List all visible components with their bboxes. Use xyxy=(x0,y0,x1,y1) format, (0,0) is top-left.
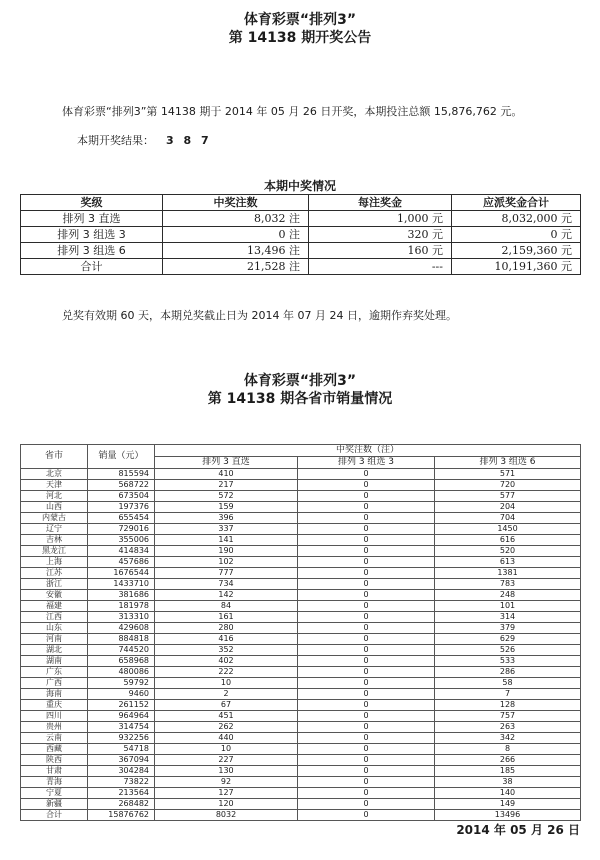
province-cell: 广西 xyxy=(21,678,88,689)
zhixuan-count-cell: 222 xyxy=(155,667,298,678)
zhixuan-count-cell: 410 xyxy=(155,469,298,480)
prize-total-cell: 2,159,360 元 xyxy=(452,243,581,259)
zuxuan3-count-cell: 0 xyxy=(298,557,435,568)
zuxuan3-count-cell: 0 xyxy=(298,535,435,546)
sales-table-row xyxy=(21,480,581,491)
province-cell: 云南 xyxy=(21,733,88,744)
zuxuan6-count-cell: 571 xyxy=(435,469,581,480)
province-cell: 浙江 xyxy=(21,579,88,590)
zuxuan3-count-cell: 0 xyxy=(298,513,435,524)
sales-amount-cell: 313310 xyxy=(88,612,155,623)
province-cell: 湖南 xyxy=(21,656,88,667)
sales-amount-cell: 568722 xyxy=(88,480,155,491)
sales-amount-cell: 729016 xyxy=(88,524,155,535)
zuxuan6-count-cell: 629 xyxy=(435,634,581,645)
zhixuan-count-cell: 337 xyxy=(155,524,298,535)
zuxuan3-count-cell: 0 xyxy=(298,579,435,590)
prize-table-caption: 本期中奖情况 xyxy=(263,179,336,193)
sales-table-row xyxy=(21,491,581,502)
zhixuan-count-cell: 451 xyxy=(155,711,298,722)
zuxuan3-count-cell: 0 xyxy=(298,700,435,711)
zuxuan6-count-cell: 577 xyxy=(435,491,581,502)
zuxuan6-count-cell: 58 xyxy=(435,678,581,689)
zuxuan6-count-cell: 185 xyxy=(435,766,581,777)
zuxuan3-count-cell: 0 xyxy=(298,755,435,766)
sales-amount-cell: 1676544 xyxy=(88,568,155,579)
zuxuan3-count-cell: 0 xyxy=(298,524,435,535)
sales-amount-cell: 457686 xyxy=(88,557,155,568)
zhixuan-count-cell: 159 xyxy=(155,502,298,513)
zuxuan6-count-cell: 1450 xyxy=(435,524,581,535)
sales-table-row xyxy=(21,689,581,700)
zuxuan6-count-cell: 266 xyxy=(435,755,581,766)
zhixuan-count-cell: 127 xyxy=(155,788,298,799)
province-cell: 甘肃 xyxy=(21,766,88,777)
sales-table-row xyxy=(21,634,581,645)
announcement-title-line1: 体育彩票“排列3” xyxy=(243,12,357,28)
sales-amount-cell: 59792 xyxy=(88,678,155,689)
sales-table-row xyxy=(21,722,581,733)
sales-section-title-line2: 第 14138 期各省市销量情况 xyxy=(207,391,393,407)
province-cell: 上海 xyxy=(21,557,88,568)
province-cell: 重庆 xyxy=(21,700,88,711)
prize-header-count: 中奖注数 xyxy=(163,195,309,211)
province-cell: 河北 xyxy=(21,491,88,502)
announcement-date: 2014 年 05 月 26 日 xyxy=(456,823,580,837)
sales-amount-cell: 744520 xyxy=(88,645,155,656)
sales-table-row xyxy=(21,667,581,678)
announcement-title xyxy=(0,11,600,47)
prize-count-cell: 0 注 xyxy=(163,227,309,243)
sales-amount-cell: 429608 xyxy=(88,623,155,634)
sales-amount-cell: 655454 xyxy=(88,513,155,524)
sales-table-row xyxy=(21,535,581,546)
zuxuan3-count-cell: 0 xyxy=(298,711,435,722)
zhixuan-count-cell: 92 xyxy=(155,777,298,788)
zuxuan6-count-cell: 526 xyxy=(435,645,581,656)
prize-level-cell: 排列 3 组选 3 xyxy=(21,227,163,243)
sales-table-row xyxy=(21,469,581,480)
sales-amount-cell: 15876762 xyxy=(88,810,155,821)
zhixuan-count-cell: 84 xyxy=(155,601,298,612)
sales-amount-cell: 314754 xyxy=(88,722,155,733)
sales-amount-cell: 964964 xyxy=(88,711,155,722)
prize-level-cell: 排列 3 组选 6 xyxy=(21,243,163,259)
zuxuan3-count-cell: 0 xyxy=(298,623,435,634)
sales-amount-cell: 884818 xyxy=(88,634,155,645)
prize-table-row xyxy=(21,243,581,259)
zuxuan3-count-cell: 0 xyxy=(298,546,435,557)
draw-result-label: 本期开奖结果： xyxy=(77,134,154,147)
redeem-note: 兑奖有效期 60 天，本期兑奖截止日为 2014 年 07 月 24 日，逾期作弃奖处理。 xyxy=(62,309,457,322)
draw-intro-text: 体育彩票“排列3”第 14138 期于 2014 年 05 月 26 日开奖，本期投注总额 15,876,762 元。 xyxy=(62,105,523,118)
sales-table-row xyxy=(21,568,581,579)
draw-result-line xyxy=(77,132,212,148)
zhixuan-count-cell: 396 xyxy=(155,513,298,524)
prize-per-bet-cell: 160 元 xyxy=(309,243,452,259)
zhixuan-count-cell: 217 xyxy=(155,480,298,491)
zuxuan3-count-cell: 0 xyxy=(298,656,435,667)
prize-table-header-row xyxy=(21,195,581,211)
zuxuan6-count-cell: 8 xyxy=(435,744,581,755)
zuxuan6-count-cell: 314 xyxy=(435,612,581,623)
zuxuan3-count-cell: 0 xyxy=(298,645,435,656)
province-cell: 北京 xyxy=(21,469,88,480)
province-cell: 青海 xyxy=(21,777,88,788)
zuxuan3-count-cell: 0 xyxy=(298,722,435,733)
sales-table-row xyxy=(21,513,581,524)
province-cell: 宁夏 xyxy=(21,788,88,799)
sales-subheader-zhixuan: 排列 3 直选 xyxy=(155,457,298,469)
sales-table-row xyxy=(21,557,581,568)
sales-amount-cell: 268482 xyxy=(88,799,155,810)
prize-total-cell: 0 元 xyxy=(452,227,581,243)
prize-total-cell: 8,032,000 元 xyxy=(452,211,581,227)
prize-per-bet-cell: 1,000 元 xyxy=(309,211,452,227)
province-cell: 天津 xyxy=(21,480,88,491)
zhixuan-count-cell: 280 xyxy=(155,623,298,634)
sales-table-row xyxy=(21,502,581,513)
zuxuan6-count-cell: 248 xyxy=(435,590,581,601)
sales-amount-cell: 73822 xyxy=(88,777,155,788)
zuxuan6-count-cell: 140 xyxy=(435,788,581,799)
sales-table xyxy=(20,444,581,821)
zhixuan-count-cell: 161 xyxy=(155,612,298,623)
zuxuan6-count-cell: 783 xyxy=(435,579,581,590)
zhixuan-count-cell: 416 xyxy=(155,634,298,645)
sales-header-counts-group: 中奖注数（注） xyxy=(155,445,581,457)
prize-level-cell: 排列 3 直选 xyxy=(21,211,163,227)
zuxuan3-count-cell: 0 xyxy=(298,766,435,777)
zhixuan-count-cell: 734 xyxy=(155,579,298,590)
zuxuan6-count-cell: 533 xyxy=(435,656,581,667)
sales-table-row xyxy=(21,700,581,711)
prize-table-row xyxy=(21,227,581,243)
sales-table-row xyxy=(21,799,581,810)
province-cell: 江苏 xyxy=(21,568,88,579)
sales-table-row xyxy=(21,623,581,634)
zuxuan6-count-cell: 101 xyxy=(435,601,581,612)
zhixuan-count-cell: 130 xyxy=(155,766,298,777)
zuxuan3-count-cell: 0 xyxy=(298,744,435,755)
zuxuan6-count-cell: 342 xyxy=(435,733,581,744)
sales-table-header-row1 xyxy=(21,445,581,457)
zhixuan-count-cell: 142 xyxy=(155,590,298,601)
sales-table-row xyxy=(21,777,581,788)
sales-header-amount: 销量（元） xyxy=(88,445,155,469)
sales-table-row xyxy=(21,744,581,755)
sales-amount-cell: 9460 xyxy=(88,689,155,700)
prize-header-per-bet: 每注奖金 xyxy=(309,195,452,211)
zuxuan6-count-cell: 1381 xyxy=(435,568,581,579)
prize-per-bet-cell: 320 元 xyxy=(309,227,452,243)
sales-section-title-line1: 体育彩票“排列3” xyxy=(243,373,357,389)
zhixuan-count-cell: 10 xyxy=(155,744,298,755)
zuxuan3-count-cell: 0 xyxy=(298,678,435,689)
zuxuan6-count-cell: 38 xyxy=(435,777,581,788)
zhixuan-count-cell: 2 xyxy=(155,689,298,700)
prize-table-row xyxy=(21,211,581,227)
sales-amount-cell: 261152 xyxy=(88,700,155,711)
province-cell: 贵州 xyxy=(21,722,88,733)
zuxuan6-count-cell: 7 xyxy=(435,689,581,700)
province-cell: 西藏 xyxy=(21,744,88,755)
sales-amount-cell: 367094 xyxy=(88,755,155,766)
zuxuan3-count-cell: 0 xyxy=(298,777,435,788)
sales-amount-cell: 932256 xyxy=(88,733,155,744)
sales-header-province: 省市 xyxy=(21,445,88,469)
sales-amount-cell: 197376 xyxy=(88,502,155,513)
sales-amount-cell: 381686 xyxy=(88,590,155,601)
zuxuan6-count-cell: 149 xyxy=(435,799,581,810)
province-cell: 海南 xyxy=(21,689,88,700)
sales-amount-cell: 304284 xyxy=(88,766,155,777)
prize-level-cell: 合计 xyxy=(21,259,163,275)
sales-table-row xyxy=(21,524,581,535)
province-cell: 黑龙江 xyxy=(21,546,88,557)
sales-amount-cell: 54718 xyxy=(88,744,155,755)
prize-count-cell: 13,496 注 xyxy=(163,243,309,259)
prize-count-cell: 21,528 注 xyxy=(163,259,309,275)
province-cell: 河南 xyxy=(21,634,88,645)
prize-header-total: 应派奖金合计 xyxy=(452,195,581,211)
prize-per-bet-cell: --- xyxy=(309,259,452,275)
province-cell: 新疆 xyxy=(21,799,88,810)
sales-table-row xyxy=(21,810,581,821)
province-cell: 福建 xyxy=(21,601,88,612)
sales-amount-cell: 673504 xyxy=(88,491,155,502)
zuxuan3-count-cell: 0 xyxy=(298,590,435,601)
zhixuan-count-cell: 10 xyxy=(155,678,298,689)
prize-count-cell: 8,032 注 xyxy=(163,211,309,227)
province-cell: 四川 xyxy=(21,711,88,722)
zuxuan6-count-cell: 204 xyxy=(435,502,581,513)
zuxuan6-count-cell: 720 xyxy=(435,480,581,491)
sales-table-row xyxy=(21,579,581,590)
zuxuan3-count-cell: 0 xyxy=(298,634,435,645)
zhixuan-count-cell: 67 xyxy=(155,700,298,711)
zhixuan-count-cell: 141 xyxy=(155,535,298,546)
zuxuan3-count-cell: 0 xyxy=(298,568,435,579)
sales-table-row xyxy=(21,755,581,766)
sales-table-row xyxy=(21,590,581,601)
zuxuan3-count-cell: 0 xyxy=(298,612,435,623)
sales-table-row xyxy=(21,601,581,612)
sales-subheader-zuxuan6: 排列 3 组选 6 xyxy=(435,457,581,469)
zuxuan3-count-cell: 0 xyxy=(298,601,435,612)
announcement-title-line2: 第 14138 期开奖公告 xyxy=(228,30,372,46)
zhixuan-count-cell: 262 xyxy=(155,722,298,733)
sales-table-row xyxy=(21,788,581,799)
province-cell: 山东 xyxy=(21,623,88,634)
province-cell: 陕西 xyxy=(21,755,88,766)
zhixuan-count-cell: 352 xyxy=(155,645,298,656)
sales-section-title xyxy=(0,372,600,408)
zhixuan-count-cell: 572 xyxy=(155,491,298,502)
zhixuan-count-cell: 120 xyxy=(155,799,298,810)
zuxuan6-count-cell: 263 xyxy=(435,722,581,733)
zuxuan6-count-cell: 286 xyxy=(435,667,581,678)
province-cell: 辽宁 xyxy=(21,524,88,535)
sales-amount-cell: 213564 xyxy=(88,788,155,799)
province-cell: 吉林 xyxy=(21,535,88,546)
zuxuan6-count-cell: 704 xyxy=(435,513,581,524)
zuxuan6-count-cell: 13496 xyxy=(435,810,581,821)
zuxuan3-count-cell: 0 xyxy=(298,480,435,491)
province-cell: 江西 xyxy=(21,612,88,623)
zuxuan3-count-cell: 0 xyxy=(298,799,435,810)
zhixuan-count-cell: 777 xyxy=(155,568,298,579)
prize-header-level: 奖级 xyxy=(21,195,163,211)
sales-amount-cell: 815594 xyxy=(88,469,155,480)
zuxuan3-count-cell: 0 xyxy=(298,469,435,480)
sales-amount-cell: 1433710 xyxy=(88,579,155,590)
sales-amount-cell: 355006 xyxy=(88,535,155,546)
zhixuan-count-cell: 227 xyxy=(155,755,298,766)
sales-amount-cell: 480086 xyxy=(88,667,155,678)
zuxuan6-count-cell: 520 xyxy=(435,546,581,557)
zuxuan3-count-cell: 0 xyxy=(298,733,435,744)
sales-table-row xyxy=(21,645,581,656)
zhixuan-count-cell: 440 xyxy=(155,733,298,744)
sales-amount-cell: 181978 xyxy=(88,601,155,612)
province-cell: 湖北 xyxy=(21,645,88,656)
zuxuan3-count-cell: 0 xyxy=(298,689,435,700)
zhixuan-count-cell: 8032 xyxy=(155,810,298,821)
sales-table-row xyxy=(21,656,581,667)
province-cell: 广东 xyxy=(21,667,88,678)
zhixuan-count-cell: 102 xyxy=(155,557,298,568)
zuxuan6-count-cell: 613 xyxy=(435,557,581,568)
zuxuan6-count-cell: 616 xyxy=(435,535,581,546)
sales-subheader-zuxuan3: 排列 3 组选 3 xyxy=(298,457,435,469)
zuxuan3-count-cell: 0 xyxy=(298,502,435,513)
province-cell: 内蒙古 xyxy=(21,513,88,524)
province-cell: 山西 xyxy=(21,502,88,513)
zuxuan3-count-cell: 0 xyxy=(298,491,435,502)
zuxuan6-count-cell: 757 xyxy=(435,711,581,722)
zhixuan-count-cell: 190 xyxy=(155,546,298,557)
zuxuan3-count-cell: 0 xyxy=(298,810,435,821)
sales-table-row xyxy=(21,711,581,722)
zuxuan3-count-cell: 0 xyxy=(298,667,435,678)
sales-table-row xyxy=(21,678,581,689)
draw-result-numbers: 3 8 7 xyxy=(166,134,212,147)
province-cell: 安徽 xyxy=(21,590,88,601)
prize-table-row xyxy=(21,259,581,275)
sales-amount-cell: 658968 xyxy=(88,656,155,667)
province-cell: 合计 xyxy=(21,810,88,821)
zuxuan3-count-cell: 0 xyxy=(298,788,435,799)
sales-table-row xyxy=(21,766,581,777)
zuxuan6-count-cell: 379 xyxy=(435,623,581,634)
sales-table-row xyxy=(21,546,581,557)
zuxuan6-count-cell: 128 xyxy=(435,700,581,711)
prize-table xyxy=(20,194,581,275)
zhixuan-count-cell: 402 xyxy=(155,656,298,667)
sales-table-row xyxy=(21,612,581,623)
sales-table-row xyxy=(21,733,581,744)
prize-total-cell: 10,191,360 元 xyxy=(452,259,581,275)
sales-amount-cell: 414834 xyxy=(88,546,155,557)
